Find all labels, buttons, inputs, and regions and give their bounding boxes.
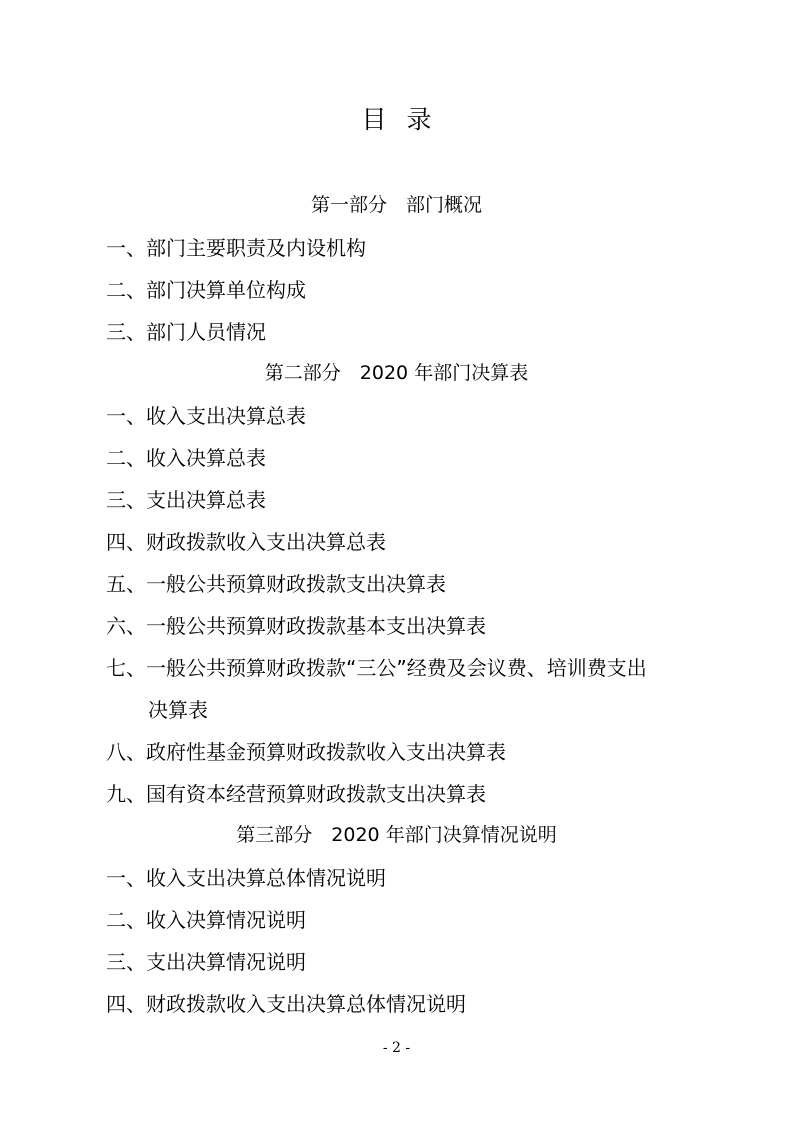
toc-item-continuation: 决算表: [148, 698, 208, 722]
part-2-heading: 第二部分 2020 年部门决算表: [264, 362, 529, 384]
toc-item: 九、国有资本经营预算财政拨款支出决算表: [106, 782, 486, 806]
part-1-heading: 第一部分 部门概况: [310, 194, 482, 216]
toc-item: 五、一般公共预算财政拨款支出决算表: [106, 572, 446, 596]
toc-item: 一、收入支出决算总体情况说明: [106, 866, 386, 890]
toc-item: 二、部门决算单位构成: [106, 278, 306, 302]
toc-item: 六、一般公共预算财政拨款基本支出决算表: [106, 614, 486, 638]
toc-item: 三、支出决算情况说明: [106, 950, 306, 974]
toc-item: 三、支出决算总表: [106, 488, 266, 512]
toc-item: 七、一般公共预算财政拨款“三公”经费及会议费、培训费支出: [106, 656, 647, 680]
toc-item: 三、部门人员情况: [106, 320, 266, 344]
toc-item: 八、政府性基金预算财政拨款收入支出决算表: [106, 740, 506, 764]
page-number: - 2 -: [382, 1040, 411, 1056]
toc-item: 二、收入决算情况说明: [106, 908, 306, 932]
toc-item: 一、收入支出决算总表: [106, 404, 306, 428]
toc-item: 二、收入决算总表: [106, 446, 266, 470]
part-3-heading: 第三部分 2020 年部门决算情况说明: [236, 824, 557, 846]
toc-item: 四、财政拨款收入支出决算总体情况说明: [106, 992, 466, 1016]
toc-title: 目录: [361, 105, 452, 134]
toc-item: 四、财政拨款收入支出决算总表: [106, 530, 386, 554]
toc-item: 一、部门主要职责及内设机构: [106, 236, 366, 260]
